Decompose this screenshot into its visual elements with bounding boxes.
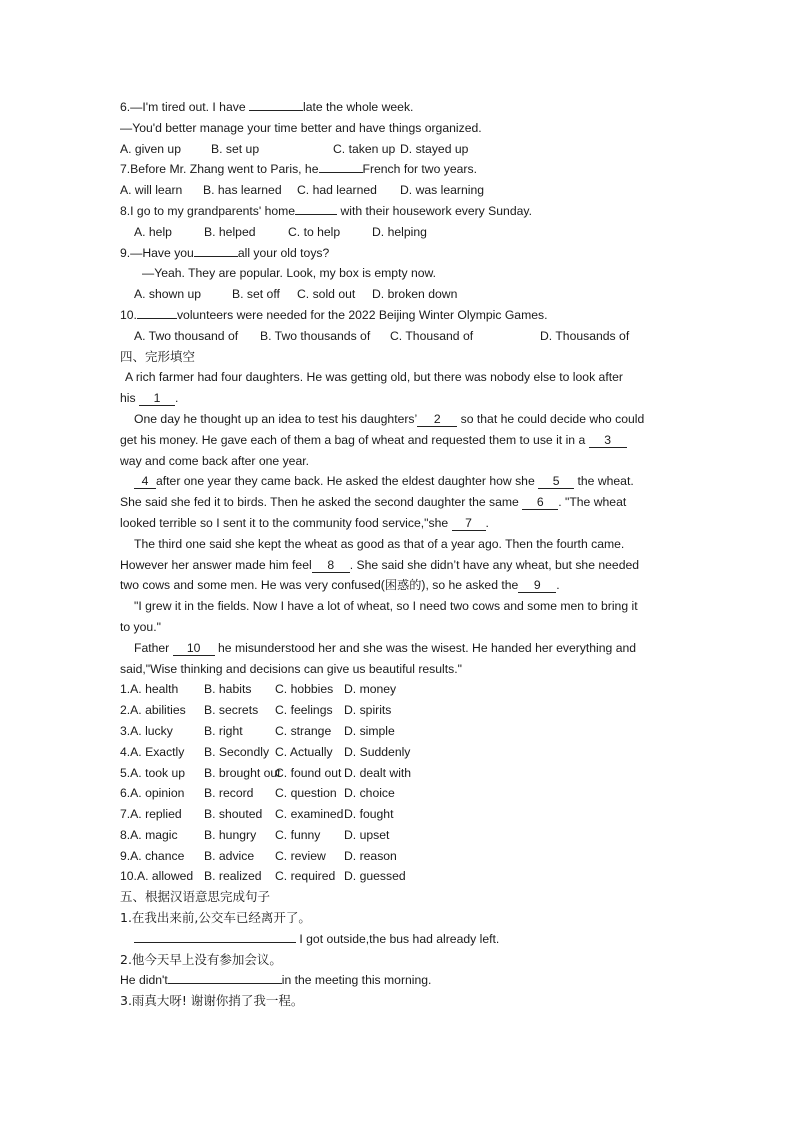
option: A. Two thousand of (134, 328, 239, 343)
option: C. taken up (333, 141, 396, 156)
cloze-answer-row (120, 783, 680, 804)
passage-line (120, 471, 680, 492)
answer-option: C. found out (275, 765, 342, 780)
text: his (120, 391, 139, 406)
answer-option: C. review (275, 848, 326, 863)
text: I got outside,the bus had already left. (296, 931, 500, 946)
q8-options (120, 222, 680, 243)
answer-option: 6.A. opinion (120, 786, 185, 801)
option: A. given up (120, 141, 181, 156)
translate-heading: 五、根据汉语意思完成句子 (120, 889, 271, 905)
answer-option: D. choice (344, 786, 395, 801)
answer-option: C. question (275, 786, 337, 801)
cloze-answer-row (120, 763, 680, 784)
option: C. to help (288, 224, 341, 239)
blank-3: 3 (589, 433, 627, 448)
answer-blank (168, 983, 282, 984)
passage-line (120, 638, 680, 659)
answer-option: D. dealt with (344, 765, 412, 780)
cloze-answer-row (120, 721, 680, 742)
answer-option: D. Suddenly (344, 744, 411, 759)
blank-9: 9 (518, 578, 556, 593)
passage-line: "I grew it in the fields. Now I have a lot of wheat, so I need two cows and some men to bring it (134, 599, 638, 614)
text: However her answer made him feel (120, 557, 312, 572)
option: A. will learn (120, 183, 183, 198)
blank-4: 4 (134, 474, 156, 489)
cloze-answer-row (120, 804, 680, 825)
question-8 (120, 201, 680, 222)
text: he misunderstood her and she was the wisest. He handed her everything and (214, 640, 637, 655)
option: C. sold out (297, 287, 356, 302)
blank-2: 2 (417, 412, 457, 427)
answer-option: B. shouted (204, 807, 263, 822)
cloze-answer-row (120, 679, 680, 700)
text: the wheat. (574, 474, 634, 489)
q8-blank (295, 214, 337, 215)
passage-line: The third one said she kept the wheat as good as that of a year ago. Then the fourth came. (134, 536, 625, 551)
text: He didn't (120, 973, 168, 988)
text: in the meeting this morning. (281, 973, 432, 988)
text: . (556, 578, 560, 593)
text: . (174, 391, 179, 406)
q10-stem-end: volunteers were needed for the 2022 Beijing Winter Olympic Games. (176, 307, 548, 322)
option: D. Thousands of (540, 328, 630, 343)
text: looked terrible so I sent it to the community food service,"she (120, 515, 452, 530)
answer-option: B. Secondly (204, 744, 270, 759)
answer-option: 5.A. took up (120, 765, 186, 780)
worksheet-page (120, 97, 680, 1012)
text: She said she fed it to birds. Then he asked the second daughter the same (120, 495, 523, 510)
option: B. has learned (203, 183, 282, 198)
option: D. was learning (400, 183, 484, 198)
q9-reply: —Yeah. They are popular. Look, my box is empty now. (142, 266, 437, 281)
answer-option: D. upset (344, 827, 390, 842)
answer-option: B. realized (204, 869, 262, 884)
q9-stem: 9.—Have you (120, 245, 194, 260)
q6-stem-end: late the whole week. (303, 100, 414, 114)
q6-reply: —You'd better manage your time better and have things organized. (120, 120, 482, 135)
translate-answer-1 (120, 929, 680, 950)
answer-option: D. reason (344, 848, 397, 863)
passage-line: way and come back after one year. (120, 453, 310, 468)
option: B. helped (204, 224, 256, 239)
passage-line (120, 555, 680, 576)
answer-option: C. funny (275, 827, 321, 842)
text: get his money. He gave each of them a bag of wheat and requested them to use it in a (120, 432, 589, 447)
q8-stem: 8.I go to my grandparents' home (120, 203, 296, 218)
option: B. set up (211, 141, 260, 156)
q7-options (120, 180, 680, 201)
option: D. helping (372, 224, 427, 239)
blank-5: 5 (538, 474, 574, 489)
q10-blank (137, 318, 177, 319)
translate-item-2: 2.他今天早上没有参加会议。 (120, 951, 282, 967)
blank-8: 8 (312, 558, 350, 573)
answer-option: 4.A. Exactly (120, 744, 185, 759)
text: . She said she didn’t have any wheat, but she needed (349, 557, 640, 572)
passage-line: to you." (120, 619, 161, 634)
answer-blank (134, 942, 296, 943)
text: so that he could decide who could (457, 411, 645, 426)
q9-stem-end: all your old toys? (237, 245, 330, 260)
cloze-answer-list (120, 679, 680, 887)
answer-option: C. Actually (275, 744, 333, 759)
q8-stem-end: with their housework every Sunday. (337, 203, 532, 218)
answer-option: 9.A. chance (120, 848, 185, 863)
passage-line (120, 409, 680, 430)
text: . "The wheat (558, 495, 627, 510)
answer-option: C. required (275, 869, 336, 884)
blank-6: 6 (522, 495, 558, 510)
answer-option: 1.A. health (120, 682, 179, 697)
q9-options (120, 284, 680, 305)
text: One day he thought up an idea to test his daughters’ (134, 411, 418, 426)
question-10 (120, 305, 680, 326)
option: A. help (134, 224, 172, 239)
answer-option: B. record (204, 786, 254, 801)
translate-item-1: 1.在我出来前,公交车已经离开了。 (120, 910, 311, 926)
answer-option: C. feelings (275, 703, 333, 718)
q7-stem-end: French for two years. (362, 162, 477, 177)
cloze-answer-row (120, 866, 680, 887)
text: two cows and some men. He was very confused(困惑的), so he asked the (120, 578, 519, 593)
passage-line (120, 513, 680, 534)
blank-7: 7 (452, 516, 486, 531)
answer-option: C. examined (275, 807, 344, 822)
text: . (485, 515, 489, 530)
passage-line (120, 388, 680, 409)
passage-line: said,"Wise thinking and decisions can give us beautiful results." (120, 661, 462, 676)
text: Father (134, 640, 173, 655)
answer-option: 8.A. magic (120, 827, 178, 842)
option: D. broken down (372, 287, 458, 302)
answer-option: B. advice (204, 848, 255, 863)
option: D. stayed up (400, 141, 469, 156)
option: C. Thousand of (390, 328, 474, 343)
text: after one year they came back. He asked the eldest daughter how she (156, 474, 539, 489)
cloze-answer-row (120, 846, 680, 867)
q6-options (120, 139, 680, 160)
answer-option: D. guessed (344, 869, 406, 884)
q7-blank (319, 172, 363, 173)
cloze-answer-row (120, 700, 680, 721)
answer-option: B. hungry (204, 827, 257, 842)
answer-option: B. right (204, 723, 243, 738)
answer-option: C. hobbies (275, 682, 334, 697)
q10-options (120, 326, 680, 347)
answer-option: D. money (344, 682, 397, 697)
passage-line: A rich farmer had four daughters. He was getting old, but there was nobody else to look after (125, 370, 623, 385)
answer-option: D. fought (344, 807, 394, 822)
answer-option: B. habits (204, 682, 252, 697)
answer-option: 10.A. allowed (120, 869, 194, 884)
answer-option: C. strange (275, 723, 332, 738)
cloze-answer-row (120, 742, 680, 763)
option: A. shown up (134, 287, 202, 302)
passage-line (120, 430, 680, 451)
answer-option: D. simple (344, 723, 395, 738)
answer-option: B. brought out (204, 765, 281, 780)
q10-stem: 10. (120, 307, 137, 322)
cloze-heading: 四、完形填空 (120, 348, 196, 364)
answer-option: 2.A. abilities (120, 703, 186, 718)
translate-item-3: 3.雨真大呀! 谢谢你捎了我一程。 (120, 993, 304, 1009)
question-9 (120, 243, 680, 264)
q7-stem: 7.Before Mr. Zhang went to Paris, he (120, 162, 319, 177)
answer-option: 7.A. replied (120, 807, 182, 822)
question-7 (120, 159, 680, 180)
answer-option: 3.A. lucky (120, 723, 173, 738)
passage-line (120, 492, 680, 513)
answer-option: B. secrets (204, 703, 259, 718)
q6-blank (249, 110, 303, 111)
option: B. set off (232, 287, 280, 302)
q9-blank (194, 256, 238, 257)
option: B. Two thousands of (260, 328, 371, 343)
cloze-answer-row (120, 825, 680, 846)
option: C. had learned (297, 183, 377, 198)
q6-stem: 6.—I'm tired out. I have (120, 100, 249, 114)
answer-option: D. spirits (344, 703, 392, 718)
question-6 (120, 97, 680, 118)
translate-answer-2 (120, 970, 680, 991)
passage-line (120, 575, 680, 596)
blank-1: 1 (139, 391, 175, 406)
blank-10: 10 (173, 641, 215, 656)
